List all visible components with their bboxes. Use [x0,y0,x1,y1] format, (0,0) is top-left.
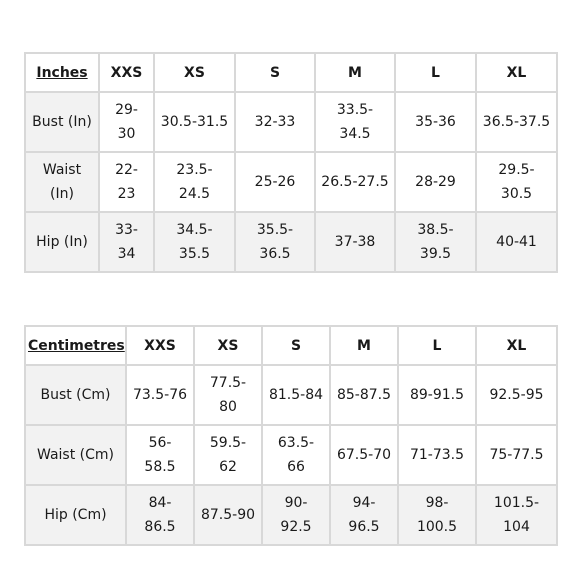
table-cell: 89-91.5 [398,365,476,425]
centimetres-size-table [24,325,558,546]
table-cell: 92.5-95 [476,365,557,425]
centimetres-row-bust [25,365,557,425]
inches-size-header: S [235,53,315,92]
centimetres-header-row [25,326,557,365]
inches-size-table [24,52,558,273]
centimetres-size-header: XL [476,326,557,365]
row-label: Hip (Cm) [25,485,126,545]
row-label: Waist (In) [25,152,99,212]
row-label: Bust (Cm) [25,365,126,425]
table-cell: 98- 100.5 [398,485,476,545]
centimetres-size-header: M [330,326,398,365]
table-cell: 59.5- 62 [194,425,262,485]
table-cell: 37-38 [315,212,395,272]
table-cell: 77.5- 80 [194,365,262,425]
table-cell: 40-41 [476,212,557,272]
centimetres-size-header: L [398,326,476,365]
inches-header-row [25,53,557,92]
table-cell: 35.5- 36.5 [235,212,315,272]
table-cell: 87.5-90 [194,485,262,545]
table-cell: 85-87.5 [330,365,398,425]
table-cell: 30.5-31.5 [154,92,235,152]
table-cell: 38.5- 39.5 [395,212,476,272]
table-cell: 67.5-70 [330,425,398,485]
centimetres-size-header: S [262,326,330,365]
inches-row-bust [25,92,557,152]
row-label: Hip (In) [25,212,99,272]
table-cell: 73.5-76 [126,365,194,425]
row-label: Bust (In) [25,92,99,152]
table-cell: 63.5- 66 [262,425,330,485]
table-cell: 71-73.5 [398,425,476,485]
table-cell: 29.5- 30.5 [476,152,557,212]
inches-size-header: M [315,53,395,92]
inches-size-header: XS [154,53,235,92]
table-cell: 56- 58.5 [126,425,194,485]
table-cell: 36.5-37.5 [476,92,557,152]
row-label: Waist (Cm) [25,425,126,485]
centimetres-corner-label: Centimetres [25,326,126,365]
table-cell: 90- 92.5 [262,485,330,545]
table-cell: 33.5- 34.5 [315,92,395,152]
table-cell: 25-26 [235,152,315,212]
table-cell: 29- 30 [99,92,154,152]
table-cell: 101.5- 104 [476,485,557,545]
table-cell: 81.5-84 [262,365,330,425]
table-cell: 32-33 [235,92,315,152]
table-cell: 23.5- 24.5 [154,152,235,212]
table-cell: 26.5-27.5 [315,152,395,212]
inches-size-header: L [395,53,476,92]
table-cell: 33- 34 [99,212,154,272]
table-cell: 84- 86.5 [126,485,194,545]
table-cell: 22- 23 [99,152,154,212]
table-cell: 35-36 [395,92,476,152]
centimetres-row-hip [25,485,557,545]
inches-size-header: XL [476,53,557,92]
table-cell: 28-29 [395,152,476,212]
table-cell: 75-77.5 [476,425,557,485]
inches-row-hip [25,212,557,272]
table-cell: 34.5- 35.5 [154,212,235,272]
table-cell: 94- 96.5 [330,485,398,545]
inches-row-waist [25,152,557,212]
centimetres-size-header: XXS [126,326,194,365]
inches-corner-label: Inches [25,53,99,92]
centimetres-size-header: XS [194,326,262,365]
centimetres-row-waist [25,425,557,485]
inches-size-header: XXS [99,53,154,92]
